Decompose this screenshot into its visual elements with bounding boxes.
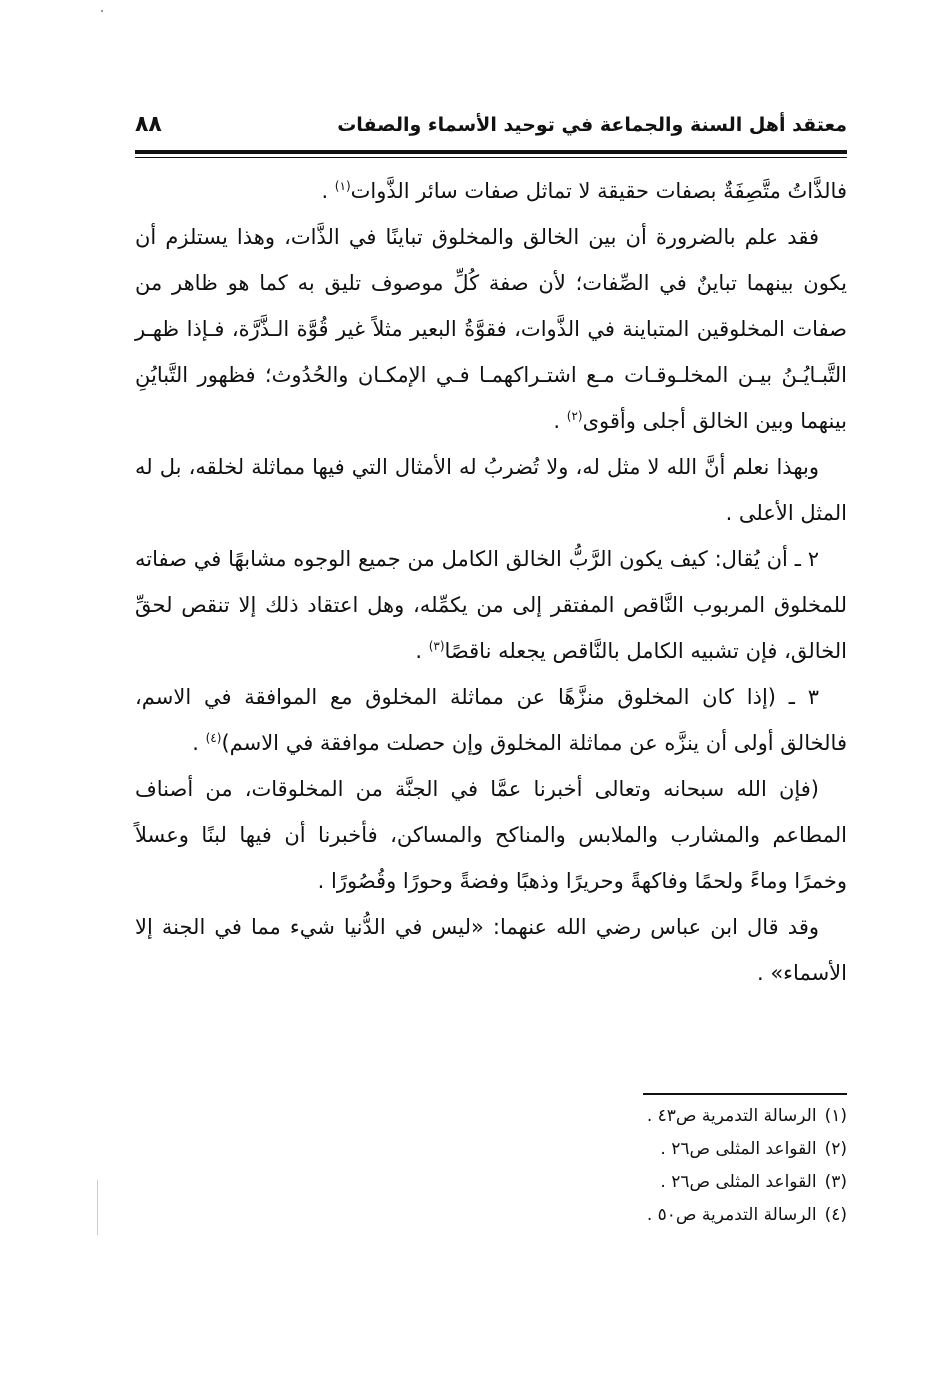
footnote-ref[interactable]: (٣) [428, 639, 445, 653]
paragraph [135, 444, 847, 536]
body-text [135, 168, 847, 996]
paragraph-text: وبهذا نعلم أنَّ الله لا مثل له، ولا تُضربُ له الأمثال التي فيها مماثلة لخلقه، بل له المثل الأعلى . [135, 455, 847, 525]
running-head [135, 112, 847, 146]
page-number: ٨٨ [135, 112, 162, 137]
paragraph [135, 766, 847, 904]
paragraph [135, 536, 847, 674]
paragraph-tail: . [321, 179, 335, 203]
paragraph-text: (فإن الله سبحانه وتعالى أخبرنا عمَّا في الجنَّة من المخلوقات، من أصناف المطاعم والمشارب والملابس والمناكح والمساكن، فأخبرنا أن فيها لبنًا وعسلاً وخمرًا وماءً ولحمًا وفاكهةً وحريرًا وذهبًا وفضةً وحورًا وقُصُورًا . [135, 777, 847, 893]
gutter-mark [97, 1180, 98, 1235]
footnote-text: القواعد المثلى ص٢٦ . [660, 1139, 817, 1159]
footnote-ref[interactable]: (١) [334, 179, 351, 193]
paragraph-text: وقد قال ابن عباس رضي الله عنهما: «ليس في الدُّنيا شيء مما في الجنة إلا الأسماء» . [135, 915, 847, 985]
paragraph-tail: . [553, 409, 567, 433]
footnote-item [135, 1166, 847, 1199]
footnote-text: الرسالة التدمرية ص٤٣ . [646, 1106, 817, 1126]
footnote-number: (٣) [824, 1172, 847, 1192]
footnote-item [135, 1199, 847, 1232]
footnote-text: الرسالة التدمرية ص٥٠ . [646, 1205, 817, 1225]
paragraph [135, 674, 847, 766]
footnote-number: (١) [824, 1106, 847, 1126]
footnote-ref[interactable]: (٢) [566, 409, 583, 423]
paragraph-text: ٢ ـ أن يُقال: كيف يكون الرَّبُّ الخالق الكامل من جميع الوجوه مشابهًا في صفاته للمخلوق المربوب النَّاقص المفتقر إلى من يكمِّله، وهل اعتقاد ذلك إلا تنقص لحقِّ الخالق، فإن تشبيه الكامل بالنَّاقص يجعله ناقصًا [135, 547, 847, 663]
paragraph-text: ٣ ـ (إذا كان المخلوق منزَّهًا عن مماثلة المخلوق مع الموافقة في الاسم، فالخالق أولى أن ينزَّه عن مماثلة المخلوق وإن حصلت موافقة في الاسم) [135, 685, 847, 755]
paragraph [135, 168, 847, 214]
footnote-ref[interactable]: (٤) [205, 731, 222, 745]
scan-speck [101, 10, 103, 12]
paragraph-tail: . [415, 639, 429, 663]
paragraph-tail: . [192, 731, 206, 755]
footnote-text: القواعد المثلى ص٢٦ . [660, 1172, 817, 1192]
paragraph-text: فقد علم بالضرورة أن بين الخالق والمخلوق تباينًا في الذَّات، وهذا يستلزم أن يكون بينهما تباينٌ في الصِّفات؛ لأن صفة كُلِّ موصوف تليق به كما هو ظاهر من صفات المخلوقين المتباينة في الذَّوات، فقوَّةُ البعير مثلاً غير قُوَّة الـذَّرَّة، فـإذا ظهـر التَّبـايُـنُ بيـن المخلـوقـات مـع اشتـراكهمـا فـي الإمكـان والحُدُوث؛ فظهور التَّبايُنِ بينهما وبين الخالق أجلى وأقوى [135, 225, 847, 433]
footnote-number: (٤) [824, 1205, 847, 1225]
footnotes [135, 1100, 847, 1232]
footnote-number: (٢) [824, 1139, 847, 1159]
paragraph-text: فالذَّاتُ متَّصِفَةٌ بصفات حقيقة لا تماثل صفات سائر الذَّوات [350, 179, 847, 203]
header-rule-thin [135, 157, 847, 158]
paragraph [135, 904, 847, 996]
footnote-item [135, 1100, 847, 1133]
footnote-separator [643, 1093, 847, 1095]
footnote-item [135, 1133, 847, 1166]
header-rule-thick [135, 150, 847, 154]
paragraph [135, 214, 847, 444]
running-title: معتقد أهل السنة والجماعة في توحيد الأسماء والصفات [337, 114, 847, 136]
